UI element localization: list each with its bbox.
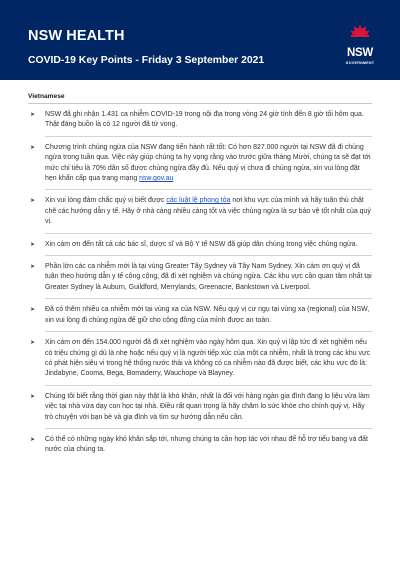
key-point-item — [28, 262, 372, 293]
divider-line — [45, 255, 372, 256]
key-point-text: Phần lớn các ca nhiễm mới là tại vùng Greater Tây Sydney và Tây Nam Sydney. Xin cám ơn quý vị đã tuân theo hướng dẫn y tế công cộng, đã đi xét nghiệm và chủng ngừa. Các khu vực cần quan tâm nhất tại Greater Sydney là Auburn, Guildford, Merrylands, Greenacre, Bankstown và Liverpool. — [45, 263, 372, 291]
nsw-government-logo — [340, 24, 380, 72]
header-subtitle: COVID-19 Key Points - Friday 3 September 2021 — [28, 55, 265, 66]
divider-line — [45, 233, 372, 234]
key-point-item — [28, 338, 372, 380]
point-divider — [28, 255, 372, 256]
logo-nsw-text: NSW — [347, 47, 373, 59]
divider-line — [45, 189, 372, 190]
arrow-bullet-icon: ➤ — [30, 264, 36, 271]
key-point-item — [28, 392, 372, 423]
key-point-text: Có thể có những ngày khó khăn sắp tới, nhưng chúng ta cần hợp tác với nhau để hỗ trợ tiểu bang và đất nước của chúng ta. — [45, 435, 368, 454]
divider-line — [45, 428, 372, 429]
header-title: NSW HEALTH — [28, 28, 125, 44]
key-point-text-after: nơi khu vực của mình và hãy tuân thủ chặt chẽ các hướng dẫn y tế. Hãy ở nhà càng nhiều càng tốt và việc chủng ngừa là sự bảo vệ tốt nhất của quý vị. — [45, 197, 371, 226]
divider — [28, 103, 372, 104]
key-point-text: Chúng tôi biết rằng thời gian này thật là khó khăn, nhất là đối với hàng ngàn gia đình đang lo liệu vừa làm việc tại nhà vừa dạy con học tại nhà. Điều rất quan trọng là hãy chăm lo sức khỏe cho chính quý vị. Hãy trò chuyện với bạn bè và gia đình và tìm sự hướng dẫn nếu cần. — [45, 392, 370, 421]
logo-government-text: GOVERNMENT — [345, 61, 375, 65]
arrow-bullet-icon: ➤ — [30, 340, 36, 347]
key-point-item — [28, 240, 372, 250]
point-divider — [28, 189, 372, 190]
waratah-icon — [340, 24, 380, 48]
key-point-text: Xin cám ơn đến tất cả các bác sĩ, dược sĩ và Bộ Y tế NSW đã giúp dân chúng trong việc chủng ngừa. — [45, 240, 358, 248]
key-point-text: Đã có thêm nhiều ca nhiễm mới tại vùng xa của NSW. Nếu quý vị cư ngụ tại vùng xa (regional) của NSW, xin vui lòng đi chủng ngừa để giữ cho cộng đồng của mình được an toàn. — [45, 306, 370, 324]
language-label: Vietnamese — [28, 93, 65, 100]
arrow-bullet-icon: ➤ — [30, 144, 36, 151]
page-header — [0, 0, 400, 80]
arrow-bullet-icon: ➤ — [30, 112, 36, 118]
key-points-list — [28, 110, 372, 456]
arrow-bullet-icon: ➤ — [30, 393, 36, 400]
key-point-text: NSW đã ghi nhận 1.431 ca nhiễm COVID-19 trong nội địa trong vòng 24 giờ tính đến 8 giờ tối hôm qua. Thật đáng buồn là có 12 người đã từ vong. — [45, 111, 364, 129]
key-point-item — [28, 305, 372, 326]
point-divider — [28, 298, 372, 299]
main-content — [0, 80, 400, 456]
divider-line — [45, 298, 372, 299]
divider-line — [45, 331, 372, 332]
key-point-item — [28, 435, 372, 456]
key-point-text: Chương trình chủng ngừa của NSW đang tiến hành rất tốt: Có hơn 827.000 người tại NSW đã đi chủng ngừa trong tuần qua. Việc này giúp chúng ta hy vọng rằng vào trước giữa tháng Mười, chúng ta sẽ đạt tới mức chỉ tiêu là 70% dân số được chủng ngừa đầy đủ. Nếu quý vị chưa đi chủng ngừa, xin vui lòng đặt hẹn khẩn cấp qua trang mạng — [45, 143, 371, 183]
divider-line — [45, 385, 372, 386]
point-divider — [28, 136, 372, 137]
point-divider — [28, 233, 372, 234]
arrow-bullet-icon: ➤ — [30, 307, 36, 314]
arrow-bullet-icon: ➤ — [30, 241, 36, 248]
arrow-bullet-icon: ➤ — [30, 436, 36, 443]
arrow-bullet-icon: ➤ — [30, 198, 36, 205]
key-point-link[interactable]: các luật lệ phong tỏa — [166, 197, 231, 205]
key-point-link[interactable]: nsw.gov.au — [139, 175, 174, 183]
point-divider — [28, 331, 372, 332]
point-divider — [28, 428, 372, 429]
divider-line — [45, 136, 372, 137]
key-point-item — [28, 143, 372, 185]
key-point-text: Xin cám ơn đến 154.000 người đã đi xét nghiệm vào ngày hôm qua. Xin quý vị lập tức đi xét nghiệm nếu có triệu chứng gì dù là nhẹ hoặc nếu quý vị là người tiếp xúc của một ca nhiễm, nhất là trong các khu vực có phát hiện siêu vi trong hệ thống nước thải và không có ca nhiễm nào đã được biết, các khu vực đó là: Jindabyne, Cooma, Bega, Bomaderry, Wauchope và Blayney. — [45, 339, 371, 378]
key-point-text: Xin vui lòng đảm chắc quý vị biết được — [45, 197, 167, 205]
key-point-item — [28, 110, 372, 131]
point-divider — [28, 385, 372, 386]
key-point-item — [28, 196, 372, 227]
